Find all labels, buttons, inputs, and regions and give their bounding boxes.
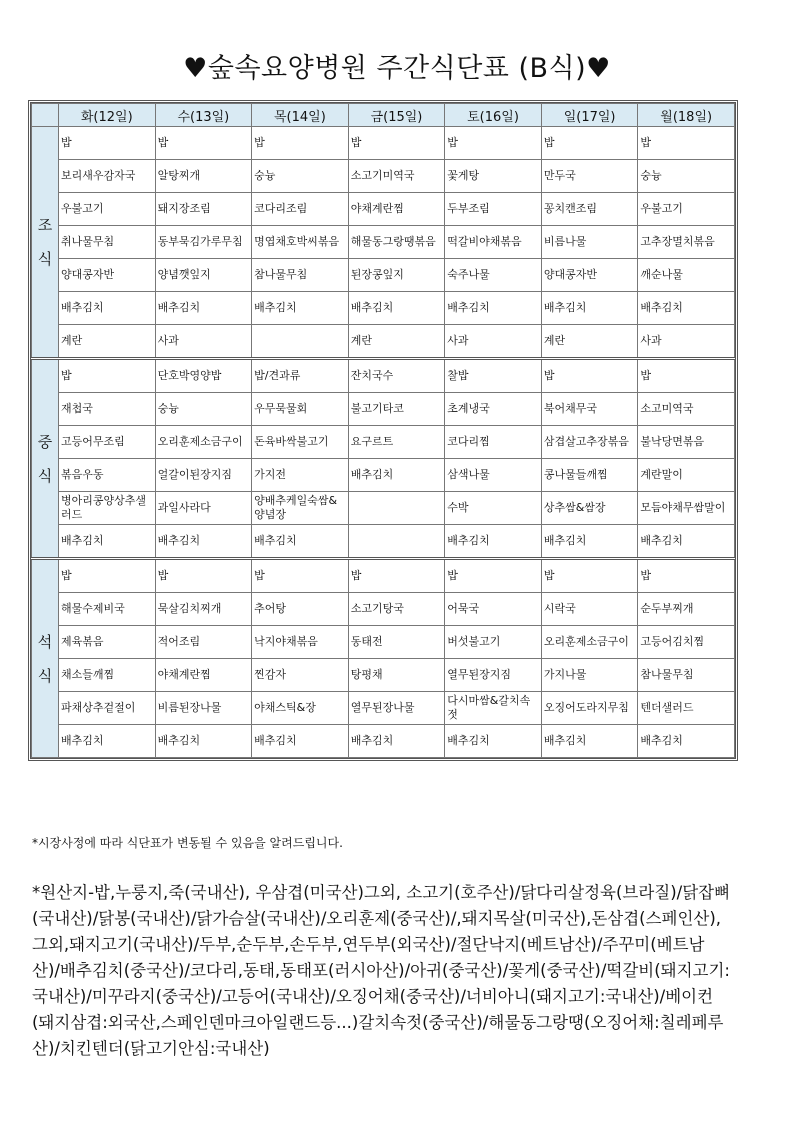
- menu-cell: 밥/견과류: [252, 359, 349, 393]
- day-header-1: 수(13일): [155, 104, 252, 127]
- menu-cell: 돈육바싹불고기: [252, 426, 349, 459]
- day-header-6: 월(18일): [638, 104, 735, 127]
- menu-cell: 밥: [638, 127, 735, 160]
- menu-cell: 밥: [155, 559, 252, 593]
- menu-cell: 수박: [445, 492, 542, 525]
- menu-cell: 배추김치: [252, 525, 349, 559]
- menu-cell: 다시마쌈&갈치속젓: [445, 692, 542, 725]
- menu-cell: 배추김치: [252, 725, 349, 758]
- menu-row: [32, 692, 735, 725]
- menu-row: [32, 593, 735, 626]
- menu-cell: 밥: [445, 127, 542, 160]
- weekly-menu-table: [31, 103, 735, 758]
- menu-cell: 삼색나물: [445, 459, 542, 492]
- menu-cell: 밥: [59, 127, 156, 160]
- menu-cell: 배추김치: [638, 525, 735, 559]
- menu-cell: 배추김치: [638, 725, 735, 758]
- menu-cell: 사과: [638, 325, 735, 359]
- menu-cell: 밥: [541, 359, 638, 393]
- menu-cell: 사과: [155, 325, 252, 359]
- header-corner-cell: [32, 104, 59, 127]
- menu-cell: 밥: [348, 127, 445, 160]
- menu-row: [32, 325, 735, 359]
- menu-cell: 가지전: [252, 459, 349, 492]
- menu-cell: 깨순나물: [638, 259, 735, 292]
- menu-cell: 밥: [541, 559, 638, 593]
- menu-cell: 오징어도라지무침: [541, 692, 638, 725]
- menu-cell: 명엽채호박씨볶음: [252, 226, 349, 259]
- menu-cell: 묵살김치찌개: [155, 593, 252, 626]
- meal-label-text: 조 식: [37, 216, 53, 268]
- menu-cell: [348, 492, 445, 525]
- meal-label: [32, 359, 59, 559]
- menu-cell: 비름나물: [541, 226, 638, 259]
- menu-cell: 불낙당면볶음: [638, 426, 735, 459]
- menu-cell: 된장콩잎지: [348, 259, 445, 292]
- menu-cell: 코다리조림: [252, 193, 349, 226]
- menu-cell: 채소들깨찜: [59, 659, 156, 692]
- menu-cell: 밥: [59, 559, 156, 593]
- menu-cell: 버섯불고기: [445, 626, 542, 659]
- menu-row: [32, 292, 735, 325]
- menu-cell: 배추김치: [155, 292, 252, 325]
- menu-row: [32, 127, 735, 160]
- menu-cell: 배추김치: [445, 525, 542, 559]
- menu-cell: 배추김치: [155, 725, 252, 758]
- day-header-0: 화(12일): [59, 104, 156, 127]
- menu-row: [32, 492, 735, 525]
- menu-cell: 우무묵물회: [252, 393, 349, 426]
- menu-cell: 요구르트: [348, 426, 445, 459]
- menu-cell: 숭늉: [638, 160, 735, 193]
- menu-cell: 양념깻잎지: [155, 259, 252, 292]
- menu-cell: 북어채무국: [541, 393, 638, 426]
- menu-cell: 밥: [155, 127, 252, 160]
- menu-cell: 밥: [638, 559, 735, 593]
- menu-cell: 상추쌈&쌈장: [541, 492, 638, 525]
- menu-cell: 배추김치: [541, 725, 638, 758]
- menu-row: [32, 525, 735, 559]
- menu-row: [32, 226, 735, 259]
- weekly-menu-table-frame: [28, 100, 738, 761]
- menu-cell: 비름된장나물: [155, 692, 252, 725]
- menu-cell: 계란: [541, 325, 638, 359]
- menu-cell: 밥: [252, 127, 349, 160]
- menu-cell: 보리새우감자국: [59, 160, 156, 193]
- menu-row: [32, 193, 735, 226]
- menu-cell: 오리훈제소금구이: [541, 626, 638, 659]
- menu-cell: 소고기미역국: [348, 160, 445, 193]
- menu-cell: 동부묵김가루무침: [155, 226, 252, 259]
- menu-cell: 열무된장지짐: [445, 659, 542, 692]
- menu-cell: 밥: [445, 559, 542, 593]
- day-header-4: 토(16일): [445, 104, 542, 127]
- menu-cell: 알탕찌개: [155, 160, 252, 193]
- menu-cell: 우불고기: [638, 193, 735, 226]
- page-title: ♥숲속요양병원 주간식단표 (B식)♥: [183, 53, 611, 84]
- menu-cell: 시락국: [541, 593, 638, 626]
- menu-cell: 과일사라다: [155, 492, 252, 525]
- menu-cell: 계란: [59, 325, 156, 359]
- menu-cell: 배추김치: [541, 525, 638, 559]
- menu-cell: 소고미역국: [638, 393, 735, 426]
- menu-cell: 초계냉국: [445, 393, 542, 426]
- menu-row: [32, 559, 735, 593]
- day-header-3: 금(15일): [348, 104, 445, 127]
- meal-label-text: 석 식: [37, 632, 53, 685]
- menu-cell: 소고기탕국: [348, 593, 445, 626]
- menu-cell: 양배추케일숙쌈&양념장: [252, 492, 349, 525]
- menu-cell: 숭늉: [155, 393, 252, 426]
- menu-cell: 얼갈이된장지짐: [155, 459, 252, 492]
- menu-cell: 밥: [638, 359, 735, 393]
- menu-cell: 해물동그랑땡볶음: [348, 226, 445, 259]
- menu-row: [32, 626, 735, 659]
- menu-cell: 야채스틱&장: [252, 692, 349, 725]
- menu-cell: 배추김치: [59, 292, 156, 325]
- menu-cell: 낙지야채볶음: [252, 626, 349, 659]
- meal-label: [32, 559, 59, 758]
- menu-row: [32, 160, 735, 193]
- origin-info-text: *원산지-밥,누룽지,죽(국내산), 우삼겹(미국산)그외, 소고기(호주산)/닭다리살정육(브라질)/닭잡뼈(국내산)/닭봉(국내산)/닭가슴살(국내산)/오리훈제(중국산)/,돼지목살(미국산),돈삼겹(스페인산),그외,돼지고기(국내산)/두부,순두부,손두부,연두부(외국산)/절단낙지(베트남산)/주꾸미(베트남산)/배추김치(중국산)/코다리,동태,동태포(러시아산)/아귀(중국산)/꽃게(중국산)/떡갈비(돼지고기:국내산)/미꾸라지(중국산)/고등어(국내산)/오징어채(중국산)/너비아니(돼지고기:국내산)/베이컨(돼지삼겹:외국산,스페인덴마크아일랜드등...)갈치속젓(중국산)/해물동그랑땡(오징어채:칠레페루산)/치킨텐더(닭고기안심:국내산): [32, 883, 731, 1058]
- menu-cell: 밥: [59, 359, 156, 393]
- menu-cell: 오리훈제소금구이: [155, 426, 252, 459]
- menu-cell: 가지나물: [541, 659, 638, 692]
- menu-cell: 야채계란찜: [155, 659, 252, 692]
- menu-cell: 열무된장나물: [348, 692, 445, 725]
- menu-cell: 고추장멸치볶음: [638, 226, 735, 259]
- menu-cell: 삼겹살고추장볶음: [541, 426, 638, 459]
- menu-cell: 양대콩자반: [59, 259, 156, 292]
- menu-cell: 탕평채: [348, 659, 445, 692]
- menu-row: [32, 725, 735, 758]
- meal-label: [32, 127, 59, 359]
- menu-cell: 밥: [348, 559, 445, 593]
- menu-cell: [252, 325, 349, 359]
- menu-row: [32, 359, 735, 393]
- menu-cell: 콩나물들깨찜: [541, 459, 638, 492]
- menu-cell: 떡갈비야채볶음: [445, 226, 542, 259]
- menu-cell: 배추김치: [348, 292, 445, 325]
- menu-cell: 어묵국: [445, 593, 542, 626]
- menu-cell: 적어조림: [155, 626, 252, 659]
- menu-cell: 배추김치: [445, 725, 542, 758]
- menu-cell: 숭늉: [252, 160, 349, 193]
- menu-cell: 추어탕: [252, 593, 349, 626]
- menu-cell: 계란말이: [638, 459, 735, 492]
- menu-cell: 배추김치: [59, 725, 156, 758]
- meal-label-text: 중 식: [37, 432, 53, 485]
- day-header-5: 일(17일): [541, 104, 638, 127]
- menu-cell: 참나물무침: [252, 259, 349, 292]
- menu-cell: 순두부찌개: [638, 593, 735, 626]
- menu-cell: 꽁치캔조림: [541, 193, 638, 226]
- menu-cell: 양대콩자반: [541, 259, 638, 292]
- menu-cell: 해물수제비국: [59, 593, 156, 626]
- day-header-row: [32, 104, 735, 127]
- menu-cell: 배추김치: [348, 725, 445, 758]
- menu-cell: 제육볶음: [59, 626, 156, 659]
- menu-cell: 단호박영양밥: [155, 359, 252, 393]
- menu-cell: 야채계란찜: [348, 193, 445, 226]
- menu-cell: 고등어김치찜: [638, 626, 735, 659]
- menu-cell: 배추김치: [59, 525, 156, 559]
- menu-cell: 배추김치: [541, 292, 638, 325]
- menu-cell: 돼지장조림: [155, 193, 252, 226]
- menu-cell: 취나물무침: [59, 226, 156, 259]
- menu-row: [32, 659, 735, 692]
- menu-cell: 찰밥: [445, 359, 542, 393]
- menu-cell: 사과: [445, 325, 542, 359]
- menu-cell: 동태전: [348, 626, 445, 659]
- menu-cell: 배추김치: [445, 292, 542, 325]
- menu-row: [32, 426, 735, 459]
- menu-cell: 우불고기: [59, 193, 156, 226]
- menu-row: [32, 459, 735, 492]
- notice-text: *시장사정에 따라 식단표가 변동될 수 있음을 알려드립니다.: [32, 836, 343, 850]
- menu-cell: 재첩국: [59, 393, 156, 426]
- menu-cell: 찐감자: [252, 659, 349, 692]
- menu-cell: 배추김치: [155, 525, 252, 559]
- menu-cell: 배추김치: [348, 459, 445, 492]
- menu-cell: 두부조림: [445, 193, 542, 226]
- day-header-2: 목(14일): [252, 104, 349, 127]
- menu-cell: 텐더샐러드: [638, 692, 735, 725]
- menu-cell: 숙주나물: [445, 259, 542, 292]
- menu-row: [32, 259, 735, 292]
- menu-cell: 코다리찜: [445, 426, 542, 459]
- menu-cell: 고등어무조림: [59, 426, 156, 459]
- menu-cell: 병아리콩양상추샐러드: [59, 492, 156, 525]
- menu-row: [32, 393, 735, 426]
- menu-cell: 모듬야채무쌈말이: [638, 492, 735, 525]
- menu-cell: 계란: [348, 325, 445, 359]
- menu-cell: 밥: [252, 559, 349, 593]
- menu-cell: 불고기타코: [348, 393, 445, 426]
- menu-cell: 잔치국수: [348, 359, 445, 393]
- menu-cell: 배추김치: [252, 292, 349, 325]
- menu-cell: [348, 525, 445, 559]
- menu-cell: 볶음우동: [59, 459, 156, 492]
- menu-cell: 배추김치: [638, 292, 735, 325]
- menu-cell: 만두국: [541, 160, 638, 193]
- menu-cell: 밥: [541, 127, 638, 160]
- menu-cell: 파채상추겉절이: [59, 692, 156, 725]
- menu-cell: 꽃게탕: [445, 160, 542, 193]
- menu-cell: 참나물무침: [638, 659, 735, 692]
